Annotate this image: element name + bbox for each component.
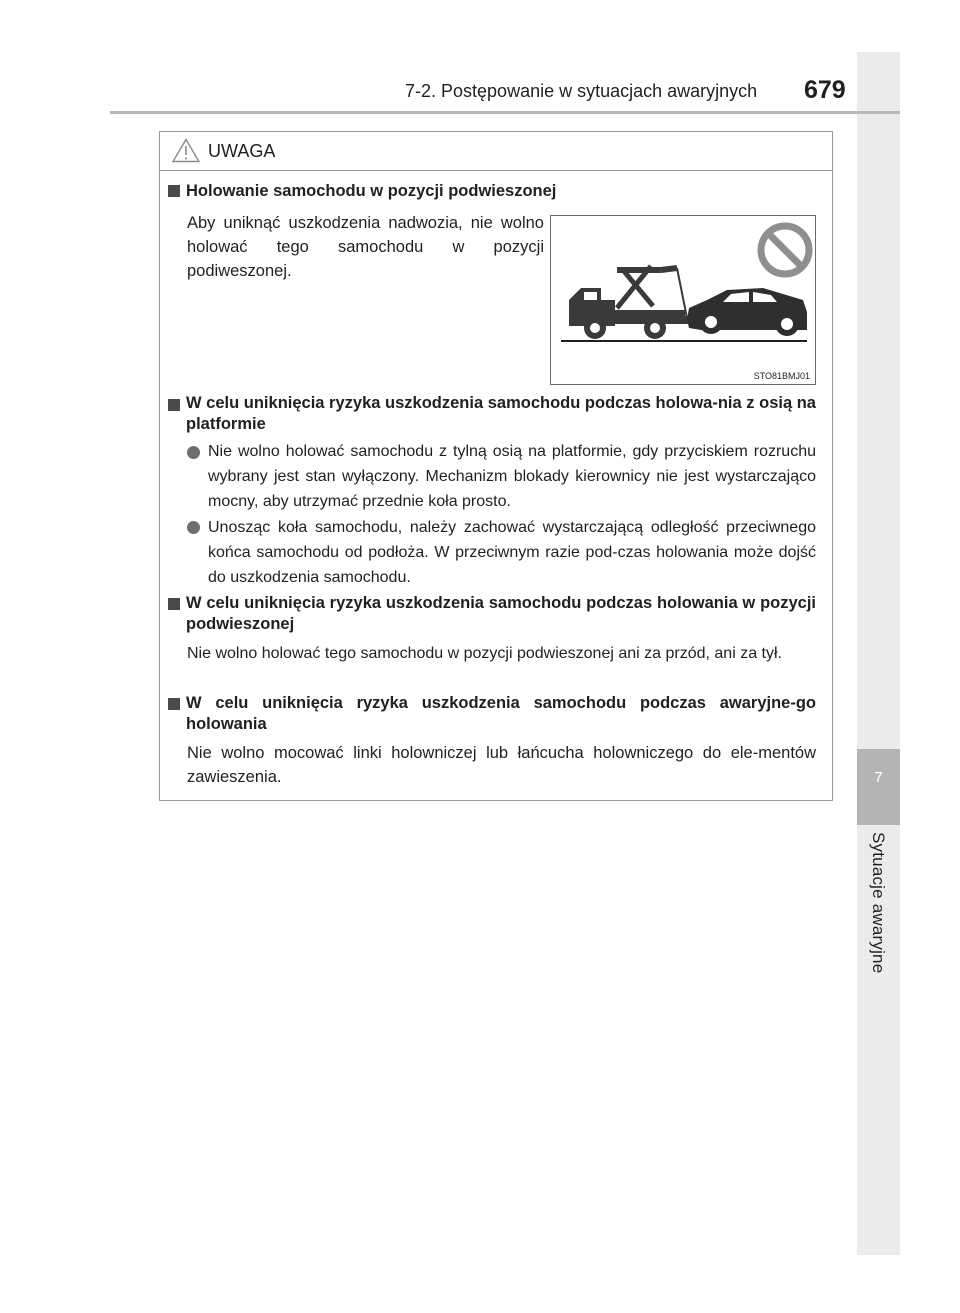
bullet-dot: [187, 521, 200, 534]
figure-code: STO81BMJ01: [753, 371, 810, 381]
prohibition-icon: [761, 226, 809, 274]
chapter-number: 7: [874, 769, 883, 786]
chapter-tab-upper: [857, 52, 900, 749]
bullet-text: Unosząc koła samochodu, należy zachować wystarczającą odległość przeciwnego końca samochodu od podłoża. W przeciwnym razie pod-czas holowania może dojść do uszkodzenia samochodu.: [208, 519, 816, 586]
page-number: 679: [804, 76, 846, 104]
section-title: 7-2. Postępowanie w sytuacjach awaryjnych: [405, 81, 758, 101]
towing-illustration: [550, 215, 816, 385]
caution-title: UWAGA: [208, 141, 276, 161]
towed-car-icon: [687, 288, 807, 336]
section-heading: W celu uniknięcia ryzyka uszkodzenia samochodu podczas holowa-nia z osią na platformie: [186, 394, 816, 433]
chapter-number-tab: [857, 749, 900, 825]
section-marker: [168, 185, 180, 197]
section-marker: [168, 598, 180, 610]
warning-triangle-icon: [172, 138, 200, 163]
bullet-text: Nie wolno holować samochodu z tylną osią na platformie, gdy przyciskiem rozruchu wybrany jest stan wyłączony. Mechanizm blokady kierownicy nie jest wystarczająco mocny, aby utrzymać przednie koła prosto.: [208, 443, 816, 510]
chapter-label: Sytuacje awaryjne: [869, 832, 888, 974]
caution-header: [160, 132, 832, 171]
section-heading: W celu uniknięcia ryzyka uszkodzenia samochodu podczas awaryjne-go holowania: [186, 694, 816, 733]
section-text: Nie wolno holować tego samochodu w pozycji podwieszonej ani za przód, ani za tył.: [187, 645, 782, 662]
section-text: Nie wolno mocować linki holowniczej lub łańcucha holowniczego do ele-mentów zawieszenia.: [187, 744, 816, 786]
section-text: Aby uniknąć uszkodzenia nadwozia, nie wolno holować tego samochodu w pozycji podiweszonej.: [187, 214, 544, 280]
tow-figure: [551, 216, 815, 384]
section-marker: [168, 698, 180, 710]
tow-truck-icon: [569, 266, 689, 339]
section-marker: [168, 399, 180, 411]
bullet-dot: [187, 446, 200, 459]
section-heading: W celu uniknięcia ryzyka uszkodzenia samochodu podczas holowania w pozycji podwieszonej: [186, 594, 816, 633]
header-rule: [110, 111, 900, 114]
section-heading: Holowanie samochodu w pozycji podwieszonej: [186, 182, 557, 200]
